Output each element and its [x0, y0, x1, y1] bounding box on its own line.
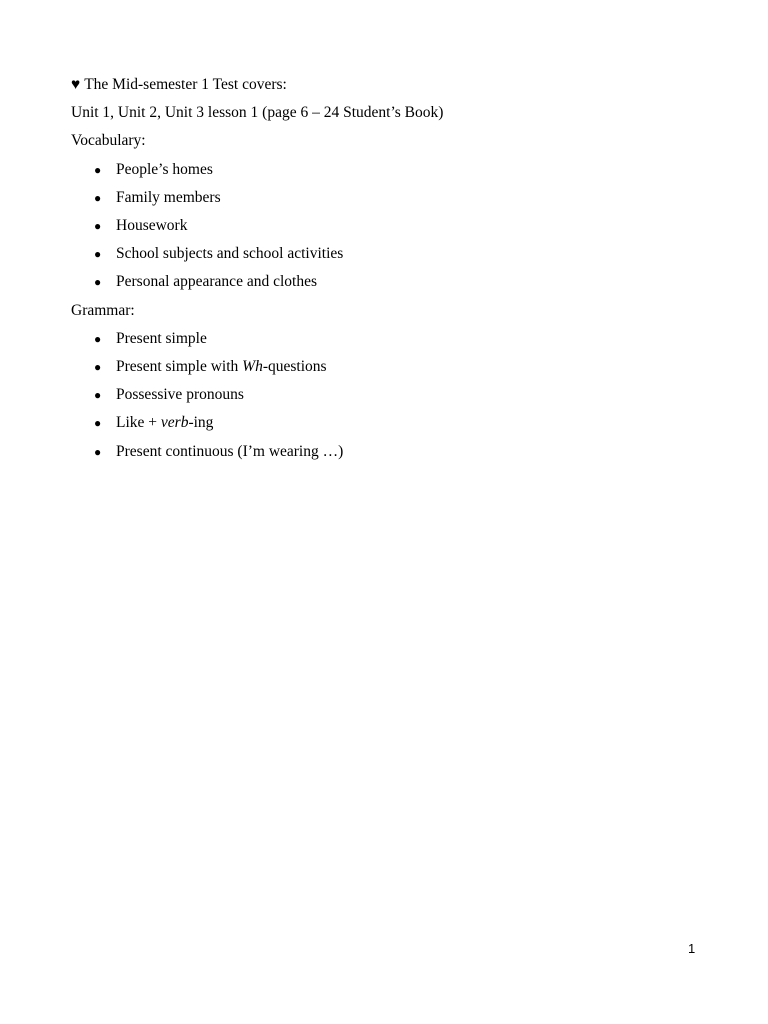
vocabulary-item-text: Housework: [116, 217, 188, 235]
list-item: [71, 184, 711, 212]
list-item: [71, 325, 711, 353]
bullet-icon: ●: [94, 388, 102, 403]
page-number: 1: [688, 941, 696, 956]
grammar-item-text: Like +: [116, 414, 161, 432]
list-item: [71, 268, 711, 296]
bullet-icon: ●: [94, 444, 102, 459]
grammar-item-text: Possessive pronouns: [116, 386, 244, 404]
heart-icon: ♥: [71, 76, 81, 93]
grammar-item-suffix: -ing: [188, 414, 214, 432]
grammar-item-text: Present simple with: [116, 358, 243, 376]
bullet-icon: ●: [94, 416, 102, 431]
grammar-list: [71, 325, 711, 466]
list-item: [71, 156, 711, 184]
bullet-icon: ●: [94, 162, 102, 177]
vocabulary-item-text: School subjects and school activities: [116, 245, 344, 263]
list-item: [71, 409, 711, 437]
document-body: [71, 71, 711, 466]
grammar-item-text: Present continuous (I’m wearing …): [116, 442, 344, 460]
list-item: [71, 381, 711, 409]
list-item: [71, 240, 711, 268]
grammar-item-italic: Wh: [242, 358, 263, 376]
test-coverage-heading-text: The Mid-semester 1 Test covers:: [84, 76, 287, 93]
bullet-icon: ●: [94, 190, 102, 205]
vocabulary-heading: Vocabulary:: [71, 132, 146, 150]
grammar-item-italic: verb: [160, 414, 189, 432]
bullet-icon: ●: [94, 331, 102, 346]
vocabulary-item-text: Personal appearance and clothes: [116, 273, 317, 291]
vocabulary-item-text: People’s homes: [116, 160, 213, 178]
bullet-icon: ●: [94, 247, 102, 262]
vocabulary-item-text: Family members: [116, 188, 221, 206]
bullet-icon: ●: [94, 360, 102, 375]
list-item: [71, 438, 711, 466]
scope-line: Unit 1, Unit 2, Unit 3 lesson 1 (page 6 – 24 Student’s Book): [71, 104, 444, 122]
bullet-icon: ●: [94, 219, 102, 234]
list-item: [71, 353, 711, 381]
grammar-item-suffix: -questions: [262, 358, 327, 376]
list-item: [71, 212, 711, 240]
test-coverage-heading: [71, 71, 711, 99]
grammar-heading: Grammar:: [71, 301, 135, 319]
bullet-icon: ●: [94, 275, 102, 290]
vocabulary-list: [71, 156, 711, 297]
grammar-item-text: Present simple: [116, 329, 207, 347]
